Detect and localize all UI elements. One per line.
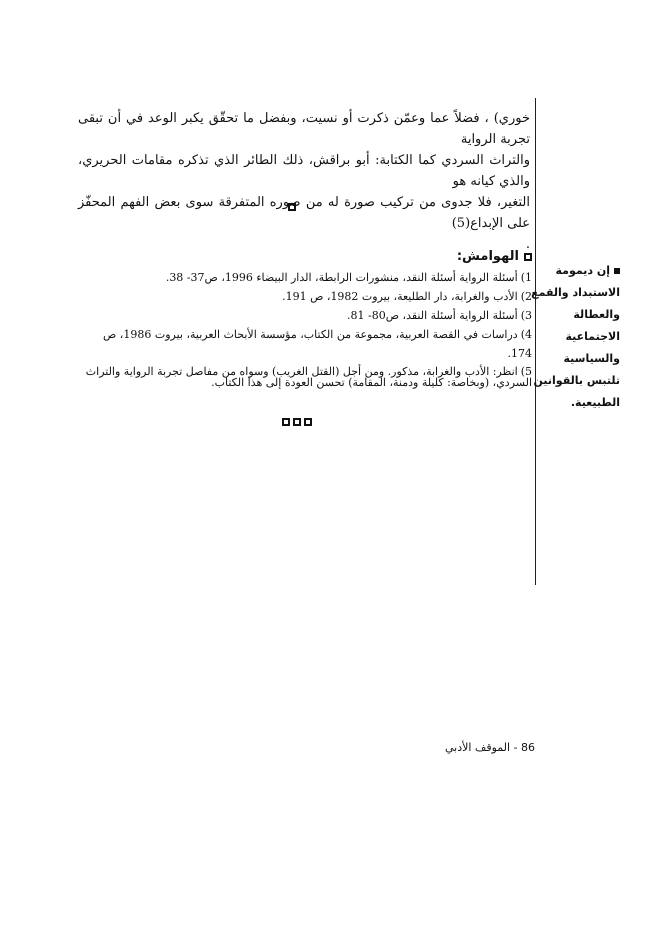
bullet-icon	[614, 268, 620, 274]
sidebar-pull-quote	[531, 260, 620, 414]
footnotes-heading	[457, 249, 532, 264]
quote-line	[542, 260, 620, 282]
quote-text: إن ديمومة	[555, 264, 610, 277]
square-icon	[293, 418, 301, 426]
square-icon	[524, 253, 532, 261]
footnote-text: انظر: الأدب والغرابة، مذكور. ومن أجل (القتل الغريب) وسواه من مفاصل تجربة الرواية والتراث السردي، (وبخاصة: كليلة ودمنة، المقامة) تحسن العودة إلى هذا الكتاب.	[85, 365, 532, 389]
footnote-item	[80, 287, 532, 306]
quote-line: الطبيعية.	[570, 396, 620, 409]
quote-line: والسياسية	[563, 352, 620, 365]
body-line: والتراث السردي كما الكتابة: أبو براقش، ذلك الطائر الذي تذكره مقامات الحريري، والذي كيانه هو	[78, 153, 530, 189]
square-icon	[288, 203, 296, 211]
footnote-number: 5)	[520, 365, 532, 378]
footnote-number: 3)	[520, 309, 532, 322]
footnote-text: أسئلة الرواية أسئلة النقد، ص80- 81.	[347, 309, 518, 322]
body-line: التغير، فلا جدوى من تركيب صورة له من صوره المتفرقة سوى بعض الفهم المحفّز على الإبداع(5)	[78, 195, 530, 231]
footnote-item	[80, 306, 532, 325]
quote-line: تلتبس بالقوانين	[533, 374, 620, 387]
quote-line: الاستبداد والقمع	[531, 286, 620, 299]
footnotes-list	[80, 268, 532, 388]
body-line: خوري) ، فضلاً عما وعمّن ذكرت أو نسيت، وبفضل ما تحقّق يكبر الوعد في أن تبقى تجربة الرواية	[78, 111, 530, 147]
body-line: .	[525, 237, 530, 252]
quote-line: الاجتماعية	[565, 330, 620, 343]
footnote-item	[80, 325, 532, 363]
footnote-item	[80, 366, 532, 388]
footnote-text: الأدب والغرابة، دار الطليعة، بيروت 1982، ص 191.	[282, 290, 518, 303]
square-icon	[282, 418, 290, 426]
section-separator	[288, 196, 296, 215]
footnote-number: 1)	[520, 271, 532, 284]
footnote-text: أسئلة الرواية أسئلة النقد، منشورات الرابطة، الدار البيضاء 1996، ص37- 38.	[165, 271, 518, 284]
end-separator	[282, 411, 315, 430]
footnote-item	[80, 268, 532, 287]
footnote-number: 4)	[520, 328, 532, 341]
footnotes-title: الهوامش:	[456, 249, 519, 264]
body-paragraph	[78, 108, 530, 255]
footnote-number: 2)	[520, 290, 532, 303]
page-footer: 86 - الموقف الأدبي	[444, 741, 535, 754]
column-divider	[535, 98, 536, 585]
footnote-text: دراسات في القصة العربية، مجموعة من الكتاب، مؤسسة الأبحاث العربية، بيروت 1986، ص 174.	[102, 328, 532, 360]
quote-line: والعطالة	[573, 308, 620, 321]
square-icon	[304, 418, 312, 426]
